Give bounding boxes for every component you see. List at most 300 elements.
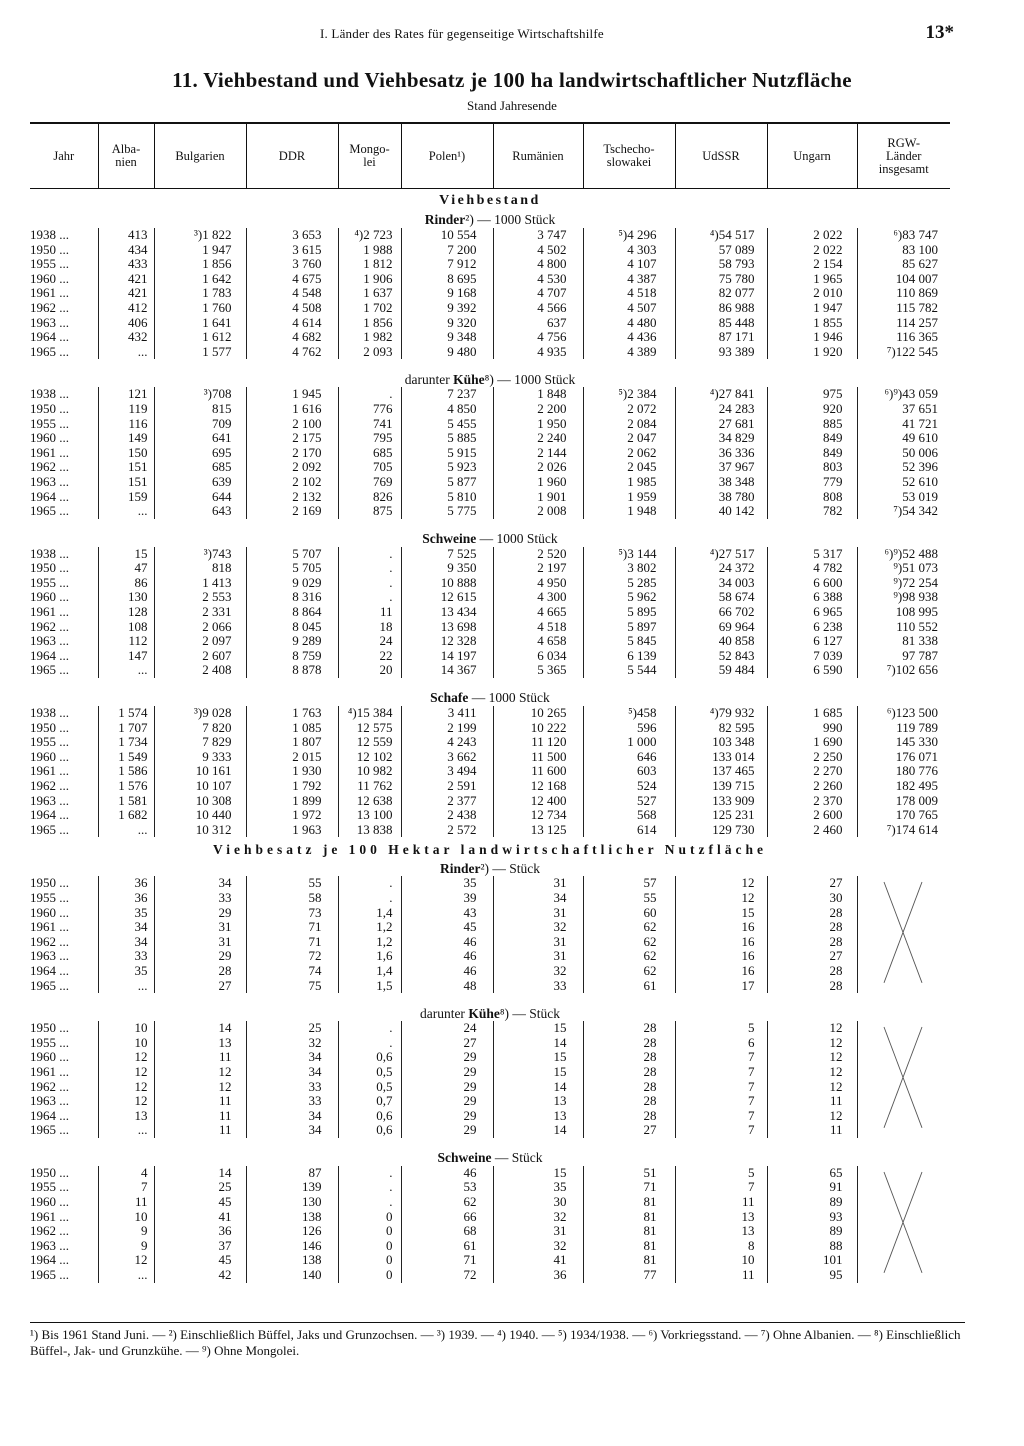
year-cell: 1963 ... bbox=[30, 948, 69, 964]
value-cell: 0 bbox=[338, 1210, 401, 1225]
value-cell: 2 132 bbox=[246, 490, 338, 505]
value-cell: 16 bbox=[675, 949, 767, 964]
value-cell: 8 864 bbox=[246, 605, 338, 620]
value-cell: 15 bbox=[493, 1166, 583, 1181]
section-heading: Viehbestand bbox=[439, 193, 541, 209]
value-cell: 14 bbox=[493, 1036, 583, 1051]
value-cell: 6 600 bbox=[767, 576, 857, 591]
value-cell: 31 bbox=[493, 1224, 583, 1239]
value-cell: 0,5 bbox=[338, 1065, 401, 1080]
value-cell: 2 092 bbox=[246, 460, 338, 475]
value-cell: 6 034 bbox=[493, 649, 583, 664]
value-cell: 28 bbox=[583, 1080, 675, 1095]
year-cell: 1961 ... bbox=[30, 1063, 69, 1079]
year-cell: 1960 ... bbox=[30, 1194, 69, 1210]
value-cell: 11 bbox=[154, 1050, 246, 1065]
table-row bbox=[30, 590, 950, 605]
value-cell: 45 bbox=[154, 1253, 246, 1268]
value-cell: 108 bbox=[98, 620, 154, 635]
table-row bbox=[30, 949, 950, 964]
value-cell: 1,2 bbox=[338, 920, 401, 935]
value-cell: 1,6 bbox=[338, 949, 401, 964]
year-cell: 1950 ... bbox=[30, 719, 69, 735]
value-cell: 596 bbox=[583, 721, 675, 736]
value-cell: 5 885 bbox=[401, 431, 493, 446]
value-cell: 1 950 bbox=[493, 417, 583, 432]
year-cell: 1950 ... bbox=[30, 241, 69, 257]
year-cell: 1962 ... bbox=[30, 1078, 69, 1094]
value-cell: 0 bbox=[338, 1253, 401, 1268]
year-cell: 1965 ... bbox=[30, 662, 69, 678]
value-cell: 68 bbox=[401, 1224, 493, 1239]
value-cell: 8 bbox=[675, 1239, 767, 1254]
value-cell: 885 bbox=[767, 417, 857, 432]
value-cell: 7 bbox=[98, 1180, 154, 1195]
value-cell: 17 bbox=[675, 979, 767, 994]
value-cell: 990 bbox=[767, 721, 857, 736]
value-cell: 12 bbox=[98, 1050, 154, 1065]
column-header: Rumänien bbox=[493, 123, 583, 189]
value-cell: 695 bbox=[154, 446, 246, 461]
table-row bbox=[30, 1210, 950, 1225]
value-cell: 5 707 bbox=[246, 547, 338, 562]
not-applicable-cross bbox=[857, 1166, 950, 1283]
value-cell: ⁹)98 938 bbox=[857, 590, 950, 605]
value-cell: 8 878 bbox=[246, 663, 338, 678]
value-cell: 180 776 bbox=[857, 764, 950, 779]
group-heading-row bbox=[30, 687, 950, 706]
value-cell: 2 026 bbox=[493, 460, 583, 475]
value-cell: 795 bbox=[338, 431, 401, 446]
value-cell: 14 bbox=[493, 1123, 583, 1138]
column-header: Polen¹) bbox=[401, 123, 493, 189]
value-cell: 61 bbox=[583, 979, 675, 994]
group-heading: Rinder²) — Stück bbox=[439, 860, 541, 876]
group-spacer bbox=[30, 993, 950, 1002]
value-cell: 87 171 bbox=[675, 330, 767, 345]
value-cell: 4 950 bbox=[493, 576, 583, 591]
year-cell: 1960 ... bbox=[30, 270, 69, 286]
value-cell: 27 bbox=[583, 1123, 675, 1138]
value-cell: 920 bbox=[767, 402, 857, 417]
value-cell: 5 bbox=[675, 1166, 767, 1181]
value-cell: ⁹)72 254 bbox=[857, 576, 950, 591]
value-cell: 1 920 bbox=[767, 345, 857, 360]
year-cell: 1962 ... bbox=[30, 299, 69, 315]
value-cell: 62 bbox=[583, 920, 675, 935]
value-cell: 685 bbox=[338, 446, 401, 461]
table-row bbox=[30, 663, 950, 678]
value-cell: 36 bbox=[98, 891, 154, 906]
value-cell: 1 988 bbox=[338, 243, 401, 258]
value-cell: 826 bbox=[338, 490, 401, 505]
value-cell: 16 bbox=[675, 964, 767, 979]
running-title: I. Länder des Rates für gegenseitige Wirtschaftshilfe bbox=[320, 26, 604, 41]
year-cell: 1963 ... bbox=[30, 314, 69, 330]
value-cell: 4 566 bbox=[493, 301, 583, 316]
value-cell: 33 bbox=[154, 891, 246, 906]
group-spacer bbox=[30, 678, 950, 687]
value-cell: 2 045 bbox=[583, 460, 675, 475]
year-cell: 1965 ... bbox=[30, 1267, 69, 1283]
year-cell: 1962 ... bbox=[30, 778, 69, 793]
value-cell: 9 333 bbox=[154, 750, 246, 765]
value-cell: 2 093 bbox=[338, 345, 401, 360]
value-cell: 603 bbox=[583, 764, 675, 779]
value-cell: 81 bbox=[583, 1239, 675, 1254]
value-cell: 24 bbox=[338, 634, 401, 649]
value-cell: . bbox=[338, 1036, 401, 1051]
value-cell: 34 829 bbox=[675, 431, 767, 446]
value-cell: 10 308 bbox=[154, 794, 246, 809]
year-cell: 1950 ... bbox=[30, 560, 69, 576]
value-cell: 10 bbox=[675, 1253, 767, 1268]
value-cell: 55 bbox=[246, 876, 338, 891]
value-cell: 38 780 bbox=[675, 490, 767, 505]
value-cell: 0 bbox=[338, 1224, 401, 1239]
value-cell: 4 bbox=[98, 1166, 154, 1181]
table-row bbox=[30, 706, 950, 721]
year-cell: 1950 ... bbox=[30, 400, 69, 416]
value-cell: 110 552 bbox=[857, 620, 950, 635]
value-cell: 11 bbox=[154, 1094, 246, 1109]
value-cell: 2 015 bbox=[246, 750, 338, 765]
value-cell: 4 480 bbox=[583, 316, 675, 331]
value-cell: 4 389 bbox=[583, 345, 675, 360]
value-cell: ⁴)27 841 bbox=[675, 387, 767, 402]
year-cell: 1961 ... bbox=[30, 444, 69, 460]
value-cell: 2 240 bbox=[493, 431, 583, 446]
value-cell: 11 bbox=[675, 1195, 767, 1210]
value-cell: . bbox=[338, 1021, 401, 1036]
value-cell: 0 bbox=[338, 1239, 401, 1254]
value-cell: 1 685 bbox=[767, 706, 857, 721]
table-row bbox=[30, 547, 950, 562]
value-cell: 641 bbox=[154, 431, 246, 446]
value-cell: 11 600 bbox=[493, 764, 583, 779]
value-cell: 85 627 bbox=[857, 257, 950, 272]
value-cell: 51 bbox=[583, 1166, 675, 1181]
group-heading-row bbox=[30, 528, 950, 547]
value-cell: 4 303 bbox=[583, 243, 675, 258]
value-cell: 3 411 bbox=[401, 706, 493, 721]
year-cell: 1961 ... bbox=[30, 285, 69, 301]
value-cell: 9 289 bbox=[246, 634, 338, 649]
year-cell: 1962 ... bbox=[30, 459, 69, 475]
value-cell: 705 bbox=[338, 460, 401, 475]
year-cell: 1938 ... bbox=[30, 705, 69, 721]
table-row bbox=[30, 286, 950, 301]
year-cell: 1960 ... bbox=[30, 589, 69, 605]
value-cell: 2 600 bbox=[767, 808, 857, 823]
value-cell: 3 494 bbox=[401, 764, 493, 779]
value-cell: 149 bbox=[98, 431, 154, 446]
value-cell: 637 bbox=[493, 316, 583, 331]
value-cell: 1 000 bbox=[583, 735, 675, 750]
value-cell: 46 bbox=[401, 1166, 493, 1181]
value-cell: 27 bbox=[401, 1036, 493, 1051]
value-cell: 34 bbox=[246, 1123, 338, 1138]
value-cell: 4 548 bbox=[246, 286, 338, 301]
year-cell: 1965 ... bbox=[30, 821, 69, 837]
year-cell: 1961 ... bbox=[30, 763, 69, 779]
value-cell: 421 bbox=[98, 286, 154, 301]
value-cell: 22 bbox=[338, 649, 401, 664]
value-cell: 62 bbox=[401, 1195, 493, 1210]
value-cell: 28 bbox=[767, 979, 857, 994]
value-cell: ... bbox=[98, 823, 154, 838]
column-header: Tschecho- slowakei bbox=[583, 123, 675, 189]
value-cell: 5 544 bbox=[583, 663, 675, 678]
section-heading: Viehbesatz je 100 Hektar landwirtschaftlicher Nutzfläche bbox=[212, 841, 768, 857]
value-cell: 12 bbox=[675, 876, 767, 891]
value-cell: 12 bbox=[98, 1080, 154, 1095]
value-cell: 27 681 bbox=[675, 417, 767, 432]
value-cell: 14 bbox=[154, 1021, 246, 1036]
value-cell: 769 bbox=[338, 475, 401, 490]
section-heading-row bbox=[30, 837, 950, 857]
value-cell: 975 bbox=[767, 387, 857, 402]
value-cell: 6 127 bbox=[767, 634, 857, 649]
value-cell: . bbox=[338, 876, 401, 891]
value-cell: 4 762 bbox=[246, 345, 338, 360]
value-cell: 9 320 bbox=[401, 316, 493, 331]
value-cell: 1 959 bbox=[583, 490, 675, 505]
value-cell: 72 bbox=[246, 949, 338, 964]
value-cell: 15 bbox=[493, 1065, 583, 1080]
value-cell: 13 bbox=[675, 1210, 767, 1225]
value-cell: 7 bbox=[675, 1080, 767, 1095]
value-cell: 82 595 bbox=[675, 721, 767, 736]
value-cell: 32 bbox=[246, 1036, 338, 1051]
value-cell: ⁴)79 932 bbox=[675, 706, 767, 721]
value-cell: 4 800 bbox=[493, 257, 583, 272]
value-cell: 7 912 bbox=[401, 257, 493, 272]
value-cell: 31 bbox=[493, 935, 583, 950]
value-cell: 116 365 bbox=[857, 330, 950, 345]
value-cell: 41 bbox=[154, 1210, 246, 1225]
value-cell: 45 bbox=[154, 1195, 246, 1210]
value-cell: 3 615 bbox=[246, 243, 338, 258]
value-cell: 2 175 bbox=[246, 431, 338, 446]
table-row bbox=[30, 779, 950, 794]
value-cell: 93 bbox=[767, 1210, 857, 1225]
value-cell: 31 bbox=[493, 949, 583, 964]
value-cell: 0,5 bbox=[338, 1080, 401, 1095]
table-row bbox=[30, 1065, 950, 1080]
value-cell: 91 bbox=[767, 1180, 857, 1195]
value-cell: . bbox=[338, 576, 401, 591]
value-cell: 5 877 bbox=[401, 475, 493, 490]
value-cell: 1 812 bbox=[338, 257, 401, 272]
value-cell: 1 947 bbox=[767, 301, 857, 316]
value-cell: 12 559 bbox=[338, 735, 401, 750]
group-spacer bbox=[30, 519, 950, 528]
value-cell: 125 231 bbox=[675, 808, 767, 823]
value-cell: 12 bbox=[98, 1094, 154, 1109]
value-cell: . bbox=[338, 891, 401, 906]
value-cell: 0 bbox=[338, 1268, 401, 1283]
value-cell: 1 856 bbox=[154, 257, 246, 272]
year-cell: 1961 ... bbox=[30, 919, 69, 935]
value-cell: 1 581 bbox=[98, 794, 154, 809]
value-cell: 147 bbox=[98, 649, 154, 664]
value-cell: 81 bbox=[583, 1195, 675, 1210]
value-cell: 406 bbox=[98, 316, 154, 331]
value-cell: 75 bbox=[246, 979, 338, 994]
value-cell: 34 bbox=[493, 891, 583, 906]
value-cell: 9 168 bbox=[401, 286, 493, 301]
value-cell: 12 bbox=[767, 1109, 857, 1124]
table-row bbox=[30, 316, 950, 331]
table-row bbox=[30, 935, 950, 950]
value-cell: 413 bbox=[98, 228, 154, 243]
value-cell: 12 bbox=[98, 1065, 154, 1080]
table-row bbox=[30, 964, 950, 979]
value-cell: 9 bbox=[98, 1239, 154, 1254]
value-cell: 65 bbox=[767, 1166, 857, 1181]
group-spacer bbox=[30, 1138, 950, 1147]
value-cell: 776 bbox=[338, 402, 401, 417]
value-cell: 13 698 bbox=[401, 620, 493, 635]
table-row bbox=[30, 750, 950, 765]
value-cell: 2 377 bbox=[401, 794, 493, 809]
value-cell: 62 bbox=[583, 935, 675, 950]
value-cell: 0,6 bbox=[338, 1123, 401, 1138]
value-cell: 28 bbox=[767, 964, 857, 979]
table-row bbox=[30, 1224, 950, 1239]
year-cell: 1963 ... bbox=[30, 633, 69, 649]
value-cell: 145 330 bbox=[857, 735, 950, 750]
value-cell: 1 856 bbox=[338, 316, 401, 331]
value-cell: 4 387 bbox=[583, 272, 675, 287]
value-cell: 1 945 bbox=[246, 387, 338, 402]
table-row bbox=[30, 257, 950, 272]
value-cell: 87 bbox=[246, 1166, 338, 1181]
value-cell: 1 982 bbox=[338, 330, 401, 345]
value-cell: 10 bbox=[98, 1021, 154, 1036]
value-cell: 34 bbox=[154, 876, 246, 891]
value-cell: 7 237 bbox=[401, 387, 493, 402]
value-cell: 8 045 bbox=[246, 620, 338, 635]
value-cell: 12 400 bbox=[493, 794, 583, 809]
value-cell: 7 bbox=[675, 1180, 767, 1195]
value-cell: 4 300 bbox=[493, 590, 583, 605]
value-cell: 77 bbox=[583, 1268, 675, 1283]
value-cell: 12 102 bbox=[338, 750, 401, 765]
value-cell: 146 bbox=[246, 1239, 338, 1254]
value-cell: 27 bbox=[767, 876, 857, 891]
value-cell: 38 348 bbox=[675, 475, 767, 490]
table-row bbox=[30, 1268, 950, 1283]
value-cell: 71 bbox=[246, 920, 338, 935]
value-cell: 83 100 bbox=[857, 243, 950, 258]
value-cell: 527 bbox=[583, 794, 675, 809]
value-cell: 815 bbox=[154, 402, 246, 417]
table-row bbox=[30, 823, 950, 838]
value-cell: 81 bbox=[583, 1210, 675, 1225]
value-cell: 2 260 bbox=[767, 779, 857, 794]
table-row bbox=[30, 345, 950, 360]
value-cell: 33 bbox=[246, 1094, 338, 1109]
value-cell: ⁶)83 747 bbox=[857, 228, 950, 243]
value-cell: 58 bbox=[246, 891, 338, 906]
value-cell: 81 bbox=[583, 1253, 675, 1268]
value-cell: 35 bbox=[493, 1180, 583, 1195]
table-subtitle: Stand Jahresende bbox=[467, 98, 557, 113]
value-cell: 114 257 bbox=[857, 316, 950, 331]
value-cell: 4 518 bbox=[493, 620, 583, 635]
value-cell: 4 682 bbox=[246, 330, 338, 345]
value-cell: 643 bbox=[154, 504, 246, 519]
table-row bbox=[30, 721, 950, 736]
value-cell: 1 930 bbox=[246, 764, 338, 779]
value-cell: 1 855 bbox=[767, 316, 857, 331]
value-cell: 11 bbox=[675, 1268, 767, 1283]
table-row bbox=[30, 417, 950, 432]
value-cell: 1 947 bbox=[154, 243, 246, 258]
value-cell: 10 222 bbox=[493, 721, 583, 736]
value-cell: 89 bbox=[767, 1224, 857, 1239]
spacer-cell bbox=[30, 359, 950, 368]
value-cell: 10 888 bbox=[401, 576, 493, 591]
value-cell: . bbox=[338, 561, 401, 576]
value-cell: 1 946 bbox=[767, 330, 857, 345]
table-row bbox=[30, 920, 950, 935]
column-header: UdSSR bbox=[675, 123, 767, 189]
value-cell: 43 bbox=[401, 906, 493, 921]
table-row bbox=[30, 504, 950, 519]
value-cell: 875 bbox=[338, 504, 401, 519]
value-cell: 2 250 bbox=[767, 750, 857, 765]
value-cell: 14 bbox=[493, 1080, 583, 1095]
value-cell: 5 705 bbox=[246, 561, 338, 576]
value-cell: 30 bbox=[767, 891, 857, 906]
value-cell: 5 897 bbox=[583, 620, 675, 635]
value-cell: 119 789 bbox=[857, 721, 950, 736]
table-row bbox=[30, 620, 950, 635]
value-cell: 2 100 bbox=[246, 417, 338, 432]
value-cell: 4 658 bbox=[493, 634, 583, 649]
value-cell: 11 bbox=[98, 1195, 154, 1210]
value-cell: 0,6 bbox=[338, 1050, 401, 1065]
value-cell: 1 963 bbox=[246, 823, 338, 838]
value-cell: 2 199 bbox=[401, 721, 493, 736]
value-cell: 4 675 bbox=[246, 272, 338, 287]
cross-mark-icon bbox=[878, 880, 928, 985]
value-cell: 13 125 bbox=[493, 823, 583, 838]
value-cell: . bbox=[338, 1180, 401, 1195]
value-cell: 46 bbox=[401, 964, 493, 979]
value-cell: 42 bbox=[154, 1268, 246, 1283]
group-heading: darunter Kühe⁸) — 1000 Stück bbox=[404, 371, 576, 387]
value-cell: 4 850 bbox=[401, 402, 493, 417]
table-row bbox=[30, 228, 950, 243]
table-row bbox=[30, 1123, 950, 1138]
value-cell: 6 388 bbox=[767, 590, 857, 605]
value-cell: 150 bbox=[98, 446, 154, 461]
group-heading: darunter Kühe⁸) — Stück bbox=[419, 1005, 561, 1021]
value-cell: 36 336 bbox=[675, 446, 767, 461]
value-cell: 1,4 bbox=[338, 964, 401, 979]
value-cell: 59 484 bbox=[675, 663, 767, 678]
value-cell: 2 047 bbox=[583, 431, 675, 446]
column-header: Jahr bbox=[30, 123, 98, 189]
value-cell: 849 bbox=[767, 446, 857, 461]
column-header: DDR bbox=[246, 123, 338, 189]
value-cell: 85 448 bbox=[675, 316, 767, 331]
value-cell: 159 bbox=[98, 490, 154, 505]
